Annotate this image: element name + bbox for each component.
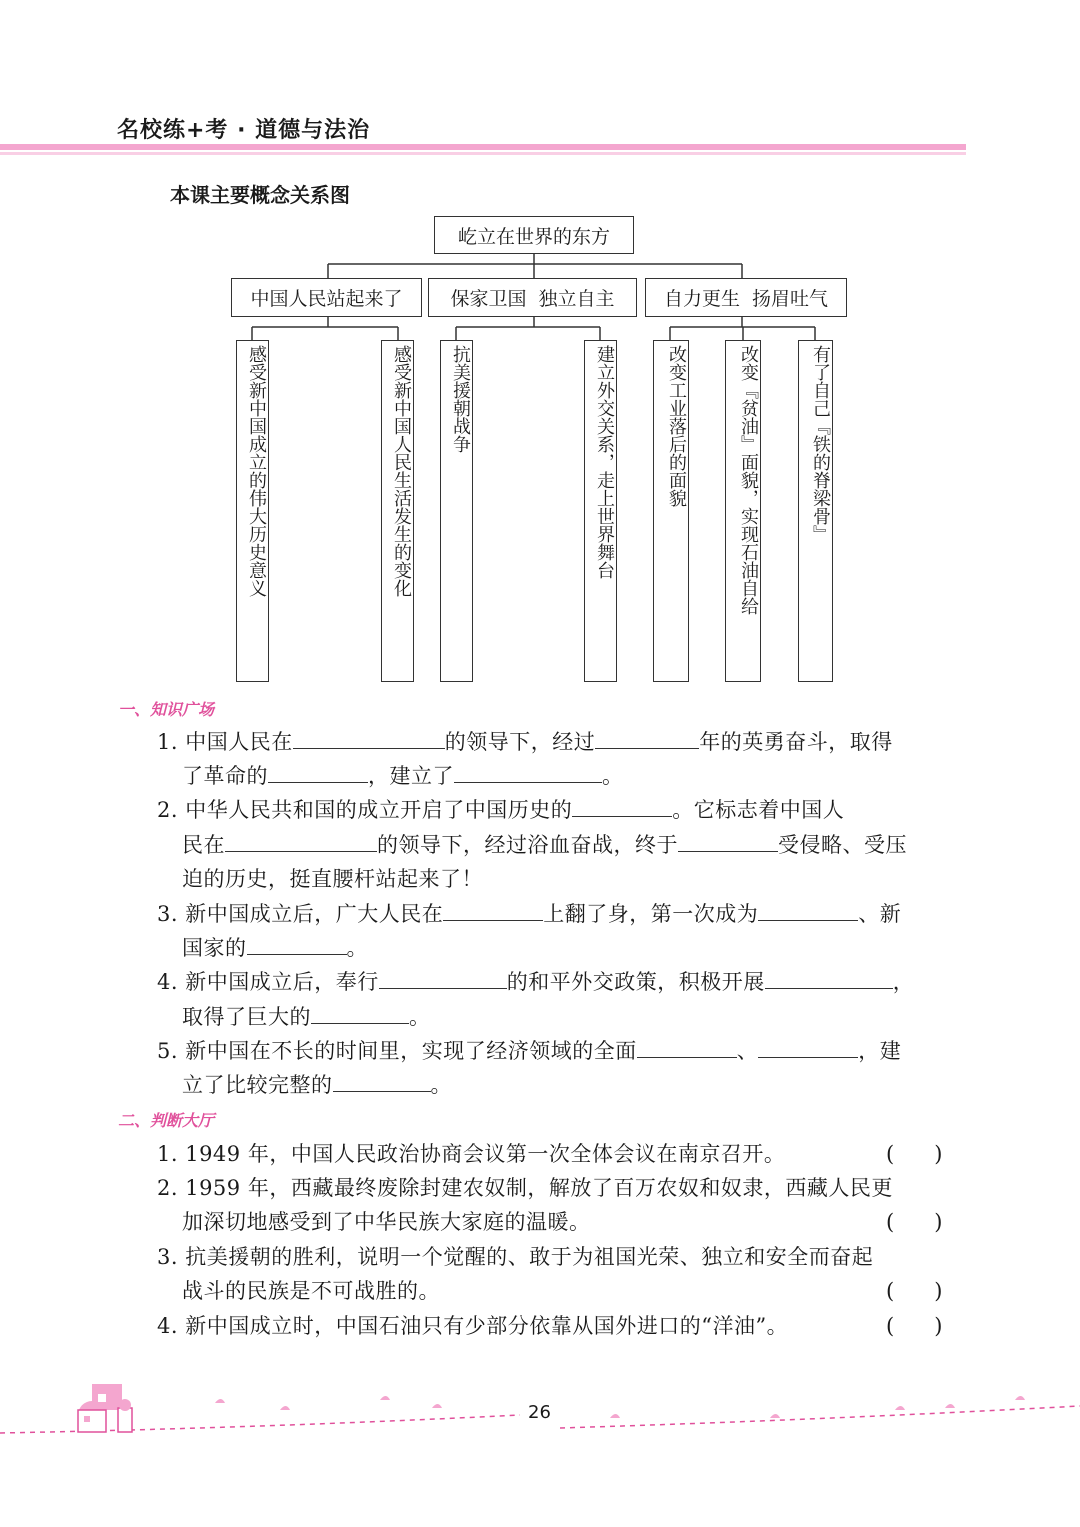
answer-blank[interactable] xyxy=(572,798,672,817)
concept-branch-1: 中国人民站起来了 xyxy=(231,278,422,317)
answer-blank[interactable] xyxy=(268,764,368,783)
answer-blank[interactable] xyxy=(311,1005,409,1024)
judge-question-3-line-1: 3. 抗美援朝的胜利，说明一个觉醒的、敢于为祖国光荣、独立和安全而奋起 xyxy=(157,1245,874,1269)
fill-question-2-line-2: 民在 的领导下，经过浴血奋战，终于 受侵略、受压 xyxy=(182,833,907,857)
judge-question-2-line-2: 加深切地感受到了中华民族大家庭的温暖。 xyxy=(182,1210,591,1234)
concept-map-title: 本课主要概念关系图 xyxy=(170,183,350,207)
concept-leaf-2: 感受新中国人民生活发生的变化 xyxy=(381,340,414,682)
answer-blank[interactable] xyxy=(454,764,602,783)
judge-question-3-line-2: 战斗的民族是不可战胜的。 xyxy=(182,1279,440,1303)
answer-paren-1[interactable]: ( ) xyxy=(886,1142,943,1166)
fill-question-1-line-1: 1. 中国人民在 的领导下，经过 年的英勇奋斗，取得 xyxy=(157,730,893,754)
fill-question-4-line-1: 4. 新中国成立后，奉行 的和平外交政策，积极开展 ， xyxy=(157,970,915,994)
answer-paren-4[interactable]: ( ) xyxy=(886,1314,943,1338)
answer-blank[interactable] xyxy=(333,1073,431,1092)
section-heading-judgment: 二、判断大厅 xyxy=(118,1111,215,1130)
answer-blank[interactable] xyxy=(758,1039,858,1058)
fill-question-2-line-3: 迫的历史，挺直腰杆站起来了！ xyxy=(182,867,483,891)
concept-leaf-4: 建立外交关系，走上世界舞台 xyxy=(584,340,617,682)
concept-leaf-5: 改变工业落后的面貌 xyxy=(653,340,689,682)
concept-leaf-6: 改变『贫油』面貌，实现石油自给 xyxy=(725,340,761,682)
judge-question-4: 4. 新中国成立时，中国石油只有少部分依靠从国外进口的“洋油”。 xyxy=(157,1314,789,1338)
answer-blank[interactable] xyxy=(595,730,699,749)
answer-paren-3[interactable]: ( ) xyxy=(886,1279,943,1303)
answer-blank[interactable] xyxy=(637,1039,737,1058)
fill-question-5-line-1: 5. 新中国在不长的时间里，实现了经济领域的全面 、 ，建 xyxy=(157,1039,902,1063)
answer-blank[interactable] xyxy=(293,730,445,749)
answer-blank[interactable] xyxy=(379,970,507,989)
fill-question-1-line-2: 了革命的 ，建立了 。 xyxy=(182,764,624,788)
judge-question-1: 1. 1949 年，中国人民政治协商会议第一次全体会议在南京召开。 xyxy=(157,1142,786,1166)
answer-paren-2[interactable]: ( ) xyxy=(886,1210,943,1234)
answer-blank[interactable] xyxy=(678,833,778,852)
concept-map-connectors xyxy=(0,0,1080,700)
page-number: 26 xyxy=(528,1402,551,1423)
answer-blank[interactable] xyxy=(225,833,377,852)
header-title: 名校练+考 · 道德与法治 xyxy=(117,118,371,143)
answer-blank[interactable] xyxy=(758,902,858,921)
fill-question-3-line-2: 国家的 。 xyxy=(182,936,368,960)
concept-leaf-1: 感受新中国成立的伟大历史意义 xyxy=(236,340,269,682)
fill-question-4-line-2: 取得了巨大的 。 xyxy=(182,1005,431,1029)
concept-root: 屹立在世界的东方 xyxy=(434,216,634,254)
concept-leaf-3: 抗美援朝战争 xyxy=(440,340,473,682)
concept-branch-2: 保家卫国 独立自主 xyxy=(428,278,637,317)
house-icon xyxy=(78,1384,132,1432)
answer-blank[interactable] xyxy=(765,970,893,989)
fill-question-2-line-1: 2. 中华人民共和国的成立开启了中国历史的 。它标志着中国人 xyxy=(157,798,845,822)
concept-branch-3: 自力更生 扬眉吐气 xyxy=(645,278,847,317)
section-heading-knowledge: 一、知识广场 xyxy=(118,700,215,719)
answer-blank[interactable] xyxy=(247,936,347,955)
answer-blank[interactable] xyxy=(443,902,543,921)
concept-leaf-7: 有了自己『铁的脊梁骨』 xyxy=(798,340,833,682)
fill-question-5-line-2: 立了比较完整的 。 xyxy=(182,1073,452,1097)
fill-question-3-line-1: 3. 新中国成立后，广大人民在 上翻了身，第一次成为 、新 xyxy=(157,902,902,926)
judge-question-2-line-1: 2. 1959 年，西藏最终废除封建农奴制，解放了百万农奴和奴隶，西藏人民更 xyxy=(157,1176,893,1200)
